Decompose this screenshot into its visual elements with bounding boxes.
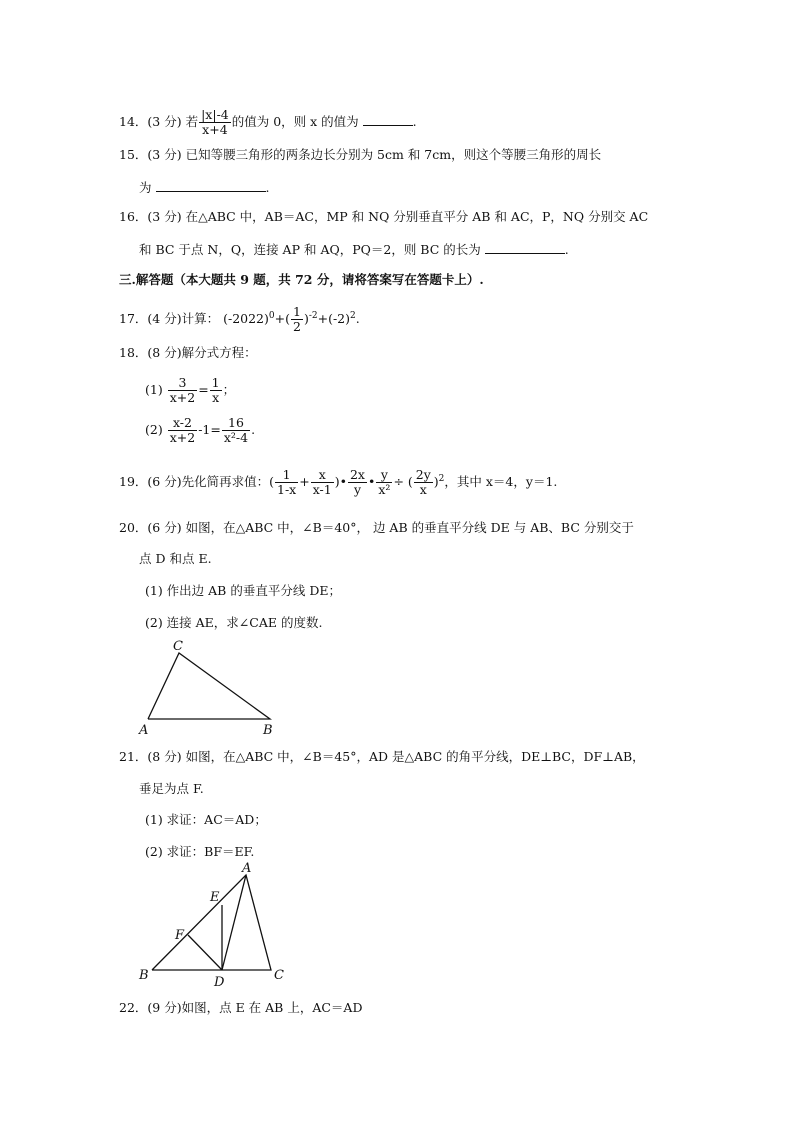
question-15 bbox=[119, 147, 601, 163]
question-21 bbox=[119, 749, 645, 765]
exponent: 0 bbox=[268, 310, 275, 321]
math-op: • bbox=[368, 474, 376, 489]
question-20-cont bbox=[139, 551, 212, 567]
fraction-denominator: x-1 bbox=[312, 482, 332, 497]
exponent: 2 bbox=[438, 473, 445, 484]
section-title: 三.解答题（本大题共 9 题，共 72 分，请将答案写在答题卡上）. bbox=[119, 272, 484, 287]
period: . bbox=[564, 242, 569, 257]
fraction bbox=[414, 468, 433, 497]
question-number: 15． bbox=[119, 147, 148, 162]
vertex-label-e: E bbox=[210, 890, 220, 905]
question-21-cont bbox=[139, 781, 204, 797]
question-number: 16． bbox=[119, 209, 148, 224]
fraction-numerator: 1 bbox=[275, 468, 298, 483]
question-21-part-2: (2) 求证：BF＝EF. bbox=[145, 844, 255, 859]
segment-ad bbox=[222, 875, 246, 970]
question-text: 计算： bbox=[181, 311, 220, 326]
vertex-label-d: D bbox=[214, 975, 225, 990]
question-text: 如图，在△ABC 中，∠B＝45°，AD 是△ABC 的角平分线，DE⊥BC，DF⊥AB， bbox=[185, 749, 645, 764]
question-18-part-1 bbox=[145, 376, 235, 405]
question-18-part-2 bbox=[145, 416, 255, 445]
question-number: 22． bbox=[119, 1000, 148, 1015]
fraction-denominator: x²-4 bbox=[223, 430, 249, 445]
question-19 bbox=[119, 468, 557, 497]
fraction-denominator: x+2 bbox=[169, 430, 196, 445]
period: . bbox=[251, 422, 256, 437]
question-text: 如图，在△ABC 中，∠B＝40°， 边 AB 的垂直平分线 DE 与 AB、BC 分别交于 bbox=[185, 520, 634, 535]
period: . bbox=[412, 114, 417, 129]
fraction-numerator: x-2 bbox=[168, 416, 197, 431]
fraction-numerator: y bbox=[376, 468, 392, 483]
fraction bbox=[291, 305, 303, 334]
fraction bbox=[311, 468, 334, 497]
vertex-label-a: A bbox=[139, 723, 149, 738]
math-op: ÷ ( bbox=[393, 474, 413, 489]
fraction-numerator: 1 bbox=[292, 304, 301, 319]
math-term: (-2022) bbox=[223, 311, 269, 326]
triangle-figure-q21 bbox=[130, 860, 300, 990]
fraction bbox=[222, 416, 250, 445]
question-14 bbox=[119, 108, 417, 137]
question-text: 的值为 0，则 x 的值为 bbox=[231, 114, 359, 129]
fraction bbox=[168, 376, 197, 405]
question-text: 垂足为点 F. bbox=[139, 781, 204, 796]
math-op: ) bbox=[303, 311, 309, 326]
question-score: (9 分) bbox=[147, 1000, 182, 1015]
math-op: -1= bbox=[198, 422, 221, 437]
question-number: 18． bbox=[119, 345, 148, 360]
question-score: (6 分) bbox=[147, 474, 182, 489]
fraction bbox=[168, 416, 197, 445]
question-score: (3 分) bbox=[147, 209, 182, 224]
question-text: 先化简再求值： bbox=[181, 474, 270, 489]
exponent: 2 bbox=[350, 310, 356, 321]
fraction-denominator: 1-x bbox=[277, 482, 297, 497]
question-score: (3 分) bbox=[147, 147, 182, 162]
math-op: )• bbox=[334, 474, 347, 489]
answer-blank[interactable] bbox=[156, 179, 266, 192]
part-label: (1) bbox=[145, 382, 163, 397]
fraction-denominator: 2 bbox=[292, 319, 301, 334]
math-term: +(-2) bbox=[317, 311, 351, 326]
vertex-label-a: A bbox=[242, 861, 252, 876]
question-text: 和 BC 于点 N，Q，连接 AP 和 AQ，PQ＝2，则 BC 的长为 bbox=[139, 242, 481, 257]
question-22 bbox=[119, 1000, 362, 1016]
fraction-denominator: x+4 bbox=[202, 122, 228, 137]
math-op: ( bbox=[269, 474, 274, 489]
question-text: 解分式方程： bbox=[181, 345, 257, 360]
answer-blank[interactable] bbox=[485, 241, 565, 254]
question-18 bbox=[119, 345, 257, 361]
question-score: (3 分) bbox=[147, 114, 182, 129]
question-text: 在△ABC 中，AB＝AC，MP 和 NQ 分别垂直平分 AB 和 AC，P，NQ 分别交 AC bbox=[185, 209, 649, 224]
question-20-part-2: (2) 连接 AE，求∠CAE 的度数. bbox=[145, 615, 323, 630]
triangle-abc bbox=[148, 653, 270, 719]
segment-df bbox=[188, 935, 222, 970]
vertex-label-c: C bbox=[274, 968, 284, 983]
question-score: (8 分) bbox=[147, 345, 182, 360]
question-text: ，其中 x＝4，y＝1. bbox=[444, 474, 558, 489]
math-op: +( bbox=[274, 311, 290, 326]
question-score: (6 分) bbox=[147, 520, 182, 535]
question-number: 14． bbox=[119, 114, 148, 129]
punct: ； bbox=[222, 382, 236, 397]
question-15-cont bbox=[139, 179, 269, 196]
vertex-label-b: B bbox=[263, 723, 273, 738]
question-20 bbox=[119, 520, 634, 536]
math-op: = bbox=[198, 382, 209, 397]
question-score: (4 分) bbox=[147, 311, 182, 326]
part-label: (2) bbox=[145, 422, 163, 437]
fraction bbox=[376, 468, 392, 497]
question-number: 20． bbox=[119, 520, 148, 535]
question-20-part-1: (1) 作出边 AB 的垂直平分线 DE； bbox=[145, 583, 341, 598]
math-op: + bbox=[299, 474, 310, 489]
question-number: 21． bbox=[119, 749, 148, 764]
fraction-numerator: x bbox=[311, 468, 334, 483]
period: . bbox=[355, 311, 360, 326]
vertex-label-f: F bbox=[175, 928, 185, 943]
answer-blank[interactable] bbox=[363, 113, 413, 126]
question-text: 点 D 和点 E. bbox=[139, 551, 212, 566]
exponent: -2 bbox=[308, 310, 318, 321]
fraction-denominator: x+2 bbox=[169, 390, 196, 405]
fraction-numerator: 2y bbox=[415, 467, 431, 482]
question-number: 17． bbox=[119, 311, 148, 326]
fraction-numerator: |x|-4 bbox=[201, 107, 229, 122]
math-op: ) bbox=[433, 474, 439, 489]
triangle-figure-q20 bbox=[130, 633, 290, 741]
fraction bbox=[275, 468, 298, 497]
fraction-numerator: 2x bbox=[349, 467, 365, 482]
question-text: 若 bbox=[185, 114, 199, 129]
question-text: 已知等腰三角形的两条边长分别为 5cm 和 7cm，则这个等腰三角形的周长 bbox=[185, 147, 602, 162]
question-number: 19． bbox=[119, 474, 148, 489]
question-text: 如图，点 E 在 AB 上，AC＝AD bbox=[181, 1000, 363, 1015]
fraction bbox=[348, 468, 367, 497]
question-17 bbox=[119, 305, 360, 334]
fraction-denominator: x² bbox=[378, 482, 391, 497]
question-text: 为 bbox=[139, 180, 152, 195]
period: . bbox=[265, 180, 270, 195]
vertex-label-c: C bbox=[173, 639, 183, 654]
fraction-numerator: 1 bbox=[211, 375, 220, 390]
fraction-numerator: 16 bbox=[222, 416, 250, 431]
fraction-denominator: x bbox=[212, 390, 220, 405]
question-16-cont bbox=[139, 241, 569, 258]
question-16 bbox=[119, 209, 648, 225]
fraction bbox=[199, 108, 231, 137]
fraction-denominator: x bbox=[419, 482, 427, 497]
question-score: (8 分) bbox=[147, 749, 182, 764]
question-21-part-1: (1) 求证：AC＝AD； bbox=[145, 812, 267, 827]
fraction bbox=[210, 376, 222, 405]
fraction-numerator: 3 bbox=[168, 376, 197, 391]
fraction-denominator: y bbox=[353, 482, 362, 497]
vertex-label-b: B bbox=[139, 968, 149, 983]
